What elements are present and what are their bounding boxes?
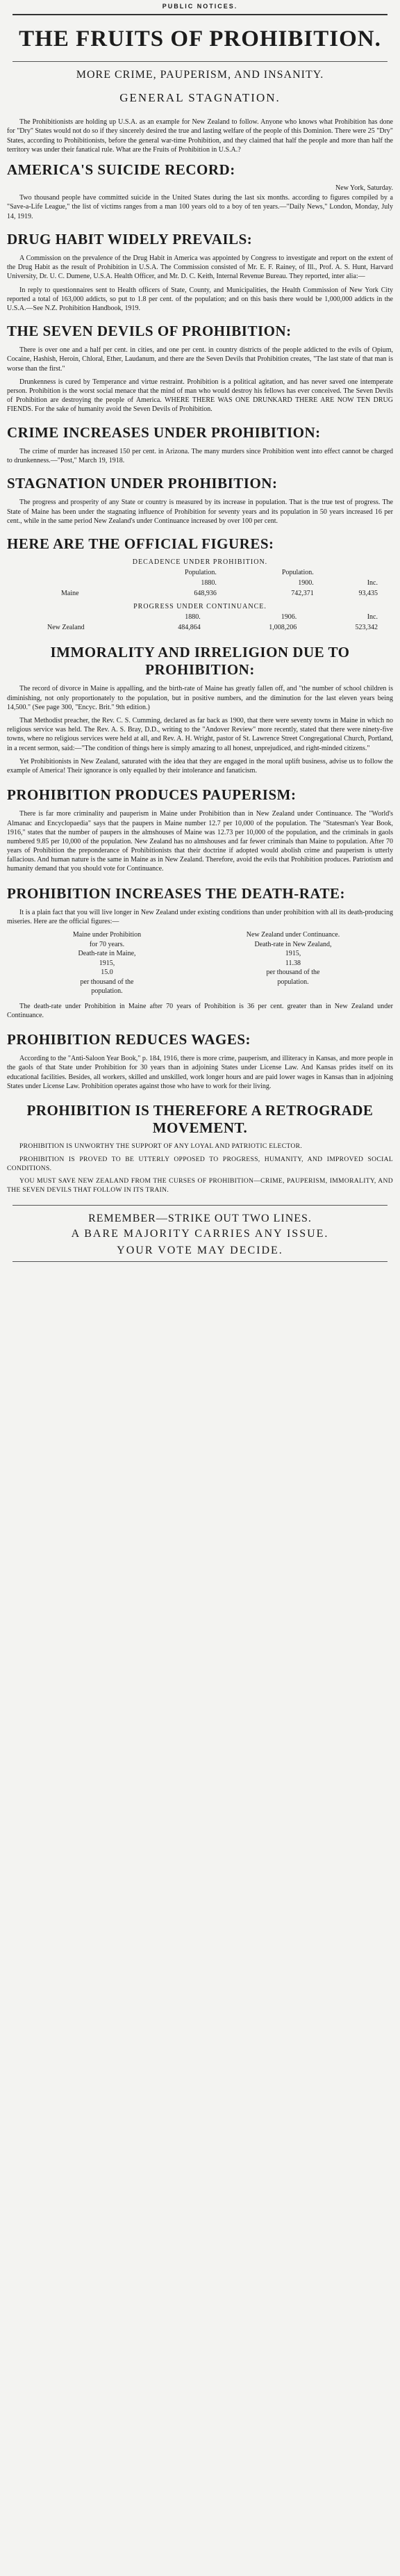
section-heading: HERE ARE THE OFFICIAL FIGURES: — [7, 535, 274, 552]
section-body: Yet Prohibitionists in New Zealand, saturated with the idea that they are engaged in the moral uplift business, advise us to follow the example of America! Their ignorance is only equalled by their intolerance and fanaticism. — [7, 757, 393, 775]
section-death-rate — [7, 885, 393, 1020]
section-heading: PROHIBITION REDUCES WAGES: — [7, 1031, 251, 1048]
table-row — [19, 588, 381, 599]
comparison-line: population. — [277, 978, 309, 986]
section-body: That Methodist preacher, the Rev. C. S. Cumming, declared as far back as 1900, that there were seventy towns in Maine in which no religious service was held. The Rev. A. S. Bray, D.D., writing to the "Andover Review" more recently, stated that there were ninety-five towns, where no religious services were held at all, and Rev. A. H. Wright, pastor of St. Lawrence Street Congregational Church, Portland, in a recent sermon, said:—"The condition of things here is simply amazing to all honest, unprejudiced, and right-minded citizens." — [7, 717, 393, 752]
column-year: 1880. — [201, 579, 217, 588]
section-official-figures — [7, 535, 393, 633]
dateline: New York, Saturday. — [335, 184, 393, 193]
section-pauperism — [7, 786, 393, 874]
comparison-line: per thousand of the — [266, 969, 320, 977]
column-header: Population. — [185, 569, 217, 577]
comparison-value: 11.38 — [285, 959, 301, 967]
intro-paragraph: The Prohibitionists are holding up U.S.A. as an example for New Zealand to follow. Anyone who knows what Prohibition has done for "Dry" States would not do so if they sincerely desired the true and lasting welfare of the people of this Dominion. There were 25 "Dry" States, according to Prohibitionists, before the general war-time Prohibition, and they claimed that half the people and more than half the territory was under their fanatical rule. What are the Fruits of Prohibition in U.S.A.? — [7, 118, 393, 154]
section-heading: PROHIBITION IS THEREFORE A RETROGRADE MOVEMENT. — [26, 1102, 374, 1137]
section-wages — [7, 1031, 393, 1091]
closing-rule — [12, 1205, 388, 1206]
comparison-line: Death-rate in Maine, — [78, 950, 136, 958]
column-year: Inc. — [367, 613, 378, 622]
closing-appeal — [7, 1213, 393, 1257]
column-year: Inc. — [367, 579, 378, 588]
section-body: In reply to questionnaires sent to Health officers of State, County, and Municipalities, the Health Commission of New York City reported a total of 163,000 addicts, so put to 1.8 per cent. of the population; and on this basis there would be 1,000,000 addicts in the U.S.A.—See N.Z. Prohibition Handbook, 1919. — [7, 286, 393, 312]
subtitle-stagnation: GENERAL STAGNATION. — [119, 91, 281, 105]
section-crime — [7, 424, 393, 466]
comparison-line: 1915, — [99, 959, 115, 967]
masthead-rule — [12, 14, 388, 15]
section-heading: STAGNATION UNDER PROHIBITION: — [7, 475, 278, 492]
section-body: It is a plain fact that you will live longer in New Zealand under existing conditions than under prohibition with all its death-producing miseries. Here are the official figures:— — [7, 908, 393, 926]
comparison-line: New Zealand under Continuance. — [246, 931, 340, 939]
comparison-line: Maine under Prohibition — [72, 931, 142, 939]
subtitle: MORE CRIME, PAUPERISM, AND INSANITY. — [76, 69, 324, 81]
column-year: 1880. — [185, 613, 201, 622]
nz-population-table — [19, 612, 381, 633]
section-heading: PROHIBITION INCREASES THE DEATH-RATE: — [7, 884, 346, 902]
section-suicide — [7, 161, 393, 221]
table-row — [19, 622, 381, 633]
section-body: Drunkenness is cured by Temperance and virtue restraint. Prohibition is a political agitation, and has never saved one intemperate person. Prohibition is the worst social menace that the mind of man who would destroy his fellows has ever conceived. The Seven Devils of Prohibition are destroying the people of America. WHERE THERE WAS ONE DRUNKARD THERE ARE NOW TEN DRUG FIENDS. For the sake of humanity avoid the Seven Devils of Prohibition. — [7, 378, 393, 414]
table-cell: 1,008,206 — [269, 624, 297, 632]
table-cell: 648,936 — [194, 590, 217, 598]
column-header: Population. — [281, 569, 314, 577]
section-heading: THE SEVEN DEVILS OF PROHIBITION: — [7, 323, 292, 340]
section-retrograde — [7, 1102, 393, 1195]
section-stagnation — [7, 475, 393, 526]
section-body: YOU MUST SAVE NEW ZEALAND FROM THE CURSES OF PROHIBITION—CRIME, PAUPERISM, IMMORALITY, AND THE SEVEN DEVILS THAT FOLLOW IN ITS TRAIN. — [7, 1177, 393, 1194]
section-body: PROHIBITION IS UNWORTHY THE SUPPORT OF ANY LOYAL AND PATRIOTIC ELECTOR. — [19, 1142, 303, 1151]
section-body: PROHIBITION IS PROVED TO BE UTTERLY OPPOSED TO PROGRESS, HUMANITY, AND IMPROVED SOCIAL CONDITIONS. — [7, 1156, 393, 1172]
bottom-rule — [12, 1261, 388, 1262]
section-body: There is over one and a half per cent. in cities, and one per cent. in country districts of the people addicted to the evils of Opium, Cocaine, Hashish, Heroin, Chloral, Ether, Laudanum, and there are the Seven Devils that Prohibition creates, "The last state of that man is worse than the first." — [7, 346, 393, 373]
section-heading: PROHIBITION PRODUCES PAUPERISM: — [7, 786, 297, 804]
death-rate-comparison — [24, 930, 376, 996]
nz-death-rate — [210, 930, 376, 996]
comparison-line: population. — [91, 987, 123, 996]
table-cell: 484,864 — [178, 624, 201, 632]
table-heading: DECADENCE UNDER PROHIBITION. — [132, 558, 268, 567]
section-heading: DRUG HABIT WIDELY PREVAILS: — [7, 230, 253, 248]
column-year: 1906. — [281, 613, 297, 622]
section-body: According to the "Anti-Saloon Year Book," p. 184, 1916, there is more crime, pauperism, and illiteracy in Kansas, and more people in the gaols of that State under Prohibition for 30 years than in adjoining States under License Law. And Kansas prides itself on its educational facilities. Besides, all workers, skilled and unskilled, work longer hours and are paid lower wages in Kansas than in adjoining States under License Law. Prohibition operates against those who have to work for their living. — [7, 1055, 393, 1090]
section-heading: CRIME INCREASES UNDER PROHIBITION: — [7, 423, 321, 441]
closing-line: A BARE MAJORITY CARRIES ANY ISSUE. — [71, 1227, 329, 1240]
closing-line: YOUR VOTE MAY DECIDE. — [117, 1244, 283, 1256]
section-masthead: PUBLIC NOTICES. — [162, 3, 238, 10]
maine-death-rate — [24, 930, 190, 996]
comparison-value: 15.0 — [101, 969, 113, 977]
column-year: 1900. — [298, 579, 314, 588]
section-heading: IMMORALITY AND IRRELIGION DUE TO PROHIBITION: — [50, 644, 350, 679]
section-immorality — [7, 644, 393, 775]
section-seven-devils — [7, 323, 393, 414]
table-cell: 93,435 — [358, 590, 378, 598]
table-heading: PROGRESS UNDER CONTINUANCE. — [133, 603, 267, 611]
row-label: Maine — [61, 590, 79, 598]
section-body: The record of divorce in Maine is appalling, and the birth-rate of Maine has greatly fallen off, and "the number of school children is diminishing, not only proportionately to the population, but in positive numbers, and the diminution for the last eleven years being 14,500." (See page 300, "Encyc. Brit." 9th edition.) — [7, 685, 393, 711]
comparison-line: Death-rate in New Zealand, — [254, 940, 332, 948]
comparison-line: for 70 years. — [89, 940, 125, 948]
title-rule — [12, 61, 388, 62]
section-body: A Commission on the prevalence of the Drug Habit in America was appointed by Congress to investigate and report on the extent of the Drug Habit as the result of Prohibition in U.S.A. The Commission consisted of Mr. E. F. Rainey, of Ill., Prof. A. S. Hunt, Harvard University, Dr. U. C. Dumene, U.S.A. Health Officer, and Mr. D. C. Keith, Internal Revenue Bureau. They reported, inter alia:— — [7, 254, 393, 281]
section-heading: AMERICA'S SUICIDE RECORD: — [7, 161, 235, 179]
section-body: The progress and prosperity of any State or country is measured by its increase in population. That is the true test of progress. The State of Maine has been under the stagnating influence of Prohibition for seventy years and its population in 50 years increased 16 per cent., while in the same period New Zealand's under Continuance increased by over 100 per cent. — [7, 499, 393, 525]
page-title: THE FRUITS OF PROHIBITION. — [19, 26, 381, 51]
table-cell: 742,371 — [291, 590, 314, 598]
maine-population-table — [19, 567, 381, 599]
section-body: Two thousand people have committed suicide in the United States during the last six months. according to figures compiled by a "Save-a-Life League," the list of victims ranges from a man 100 years old to a boy of ten years.—"Daily News," London, Monday, July 14, 1919. — [7, 194, 393, 220]
closing-line: REMEMBER—STRIKE OUT TWO LINES. — [88, 1212, 312, 1224]
row-label: New Zealand — [47, 624, 85, 632]
section-drug-habit — [7, 231, 393, 313]
section-body: The death-rate under Prohibition in Maine after 70 years of Prohibition is 36 per cent. greater than in New Zealand under Continuance. — [7, 1002, 393, 1019]
comparison-line: per thousand of the — [80, 978, 134, 986]
section-body: There is far more criminality and pauperism in Maine under Prohibition than in New Zealand under Continuance. The "World's Almanac and Encyclopaedia" says that the paupers in Maine number 12.7 per 10,000 of the population. The "Statesman's Year Book, 1916," states that the number of paupers in the almshouses of Maine was 12.73 per 10,000 of the population, and the criminals in gaols numbered 9.85 per 10,000 of the population. New Zealand has no almshouses and far fewer criminals than Maine to population. After 70 years of Prohibition the preponderance of Prohibitionists that their doctrine if adopted would abolish crime and pauperism is utterly fallacious. And human nature is the same in Maine as in New Zealand. Therefore, avoid the evils that Prohibition produces. Patriotism and humanity demand that you should vote for Continuance. — [7, 810, 393, 873]
comparison-line: 1915, — [285, 950, 301, 958]
section-body: The crime of murder has increased 150 per cent. in Arizona. The many murders since Prohibition went into effect cannot be charged to drunkenness.—"Post," March 19, 1918. — [7, 447, 393, 464]
table-cell: 523,342 — [355, 624, 378, 632]
